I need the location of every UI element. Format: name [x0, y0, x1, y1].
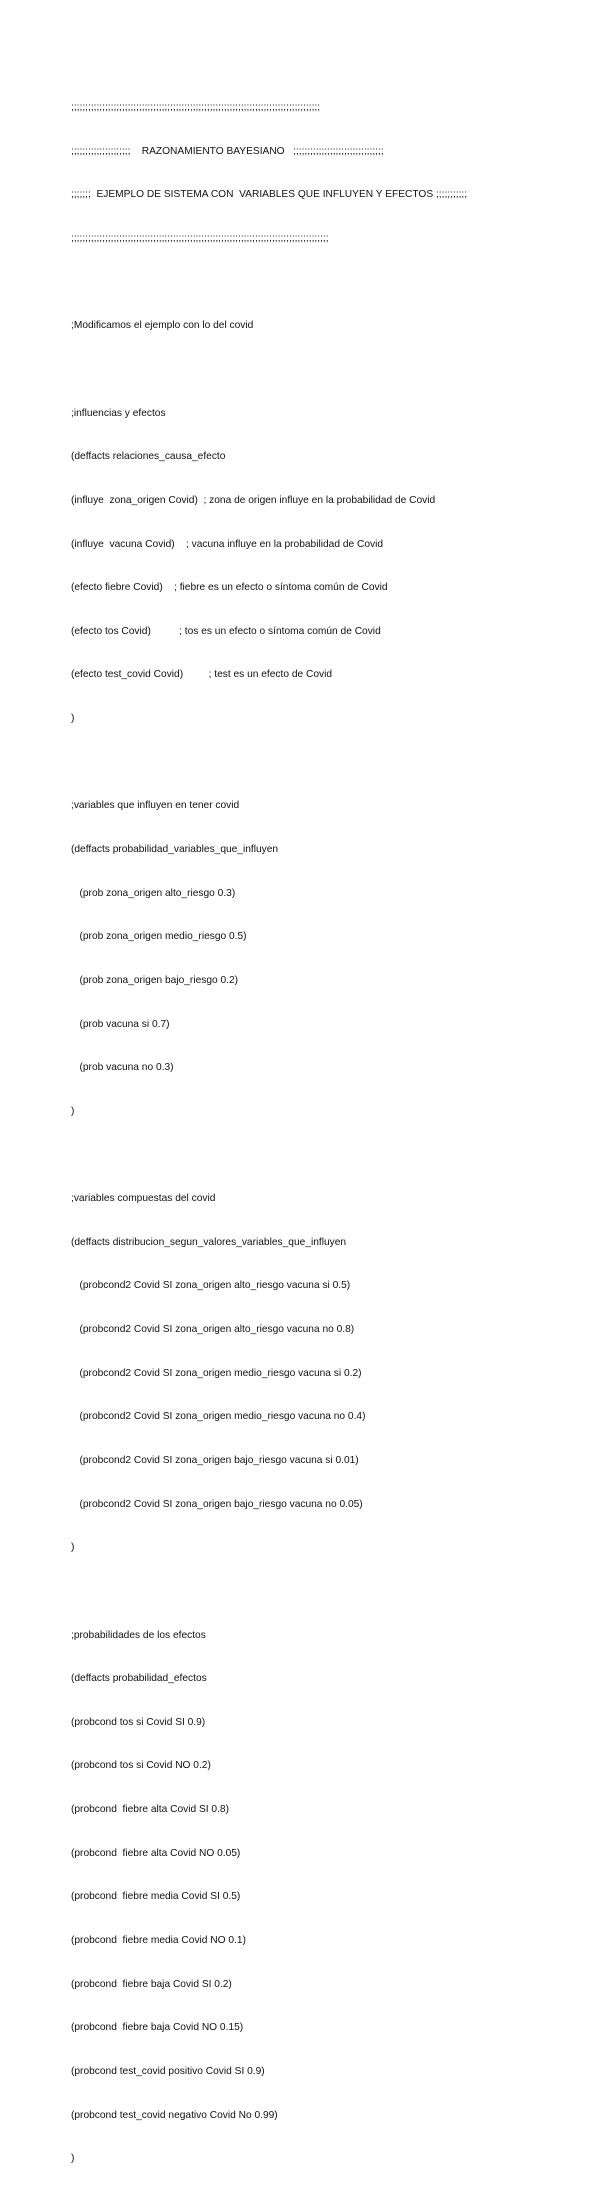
text-line: (probcond fiebre alta Covid NO 0.05)	[71, 1847, 241, 1859]
text-line: ;variables compuestas del covid	[71, 1193, 216, 1205]
text-line: ;;;;;;;;;;;;;;;;;;;;; RAZONAMIENTO BAYESIANO ;;;;;;;;;;;;;;;;;;;;;;;;;;;;;;;;	[71, 145, 384, 157]
text-line: (probcond tos si Covid SI 0.9)	[71, 1716, 206, 1728]
text-line: ;variables que influyen en tener covid	[71, 800, 240, 812]
text-line: (deffacts probabilidad_efectos	[71, 1673, 207, 1685]
code-listing	[71, 72, 467, 2196]
text-line: (probcond fiebre media Covid SI 0.5)	[71, 1891, 241, 1903]
text-line: (prob vacuna no 0.3)	[71, 1062, 174, 1074]
text-line: (probcond fiebre alta Covid SI 0.8)	[71, 1804, 229, 1816]
text-line: )	[71, 1105, 75, 1117]
text-line: (efecto test_covid Covid) ; test es un efecto de Covid	[71, 669, 333, 681]
text-line: )	[71, 2153, 75, 2165]
text-line: ;Modificamos el ejemplo con lo del covid	[71, 320, 254, 332]
text-line: (prob zona_origen alto_riesgo 0.3)	[71, 887, 236, 899]
text-line: ;;;;;;; EJEMPLO DE SISTEMA CON VARIABLES QUE INFLUYEN Y EFECTOS ;;;;;;;;;;;	[71, 189, 468, 201]
text-line: (prob zona_origen bajo_riesgo 0.2)	[71, 974, 239, 986]
text-line: (deffacts probabilidad_variables_que_influyen	[71, 843, 279, 855]
text-line: (probcond2 Covid SI zona_origen medio_riesgo vacuna si 0.2)	[71, 1367, 362, 1379]
text-line: (probcond fiebre baja Covid SI 0.2)	[71, 1978, 232, 1990]
text-line: ;probabilidades de los efectos	[71, 1629, 206, 1641]
text-line: (efecto fiebre Covid) ; fiebre es un efecto o síntoma común de Covid	[71, 582, 388, 594]
blank-line	[71, 363, 467, 378]
text-line: (influye vacuna Covid) ; vacuna influye en la probabilidad de Covid	[71, 538, 384, 550]
text-line: (probcond fiebre baja Covid NO 0.15)	[71, 2022, 244, 2034]
text-line: (probcond fiebre media Covid NO 0.1)	[71, 1935, 246, 1946]
text-line: (probcond test_covid negativo Covid No 0.99)	[71, 2109, 278, 2121]
text-line: )	[71, 713, 75, 725]
text-line: )	[71, 1542, 75, 1554]
text-line: (prob zona_origen medio_riesgo 0.5)	[71, 931, 247, 943]
blank-line	[71, 756, 467, 771]
text-line: (deffacts relaciones_causa_efecto	[71, 451, 226, 463]
text-line: (probcond2 Covid SI zona_origen bajo_riesgo vacuna no 0.05)	[71, 1498, 363, 1510]
blank-line	[71, 1148, 467, 1163]
text-line: (probcond tos si Covid NO 0.2)	[71, 1760, 211, 1772]
text-line: (deffacts distribucion_segun_valores_variables_que_influyen	[71, 1236, 347, 1248]
blank-line	[71, 1585, 467, 1600]
text-line: (influye zona_origen Covid) ; zona de origen influye en la probabilidad de Covid	[71, 494, 436, 506]
text-line: (probcond2 Covid SI zona_origen medio_riesgo vacuna no 0.4)	[71, 1411, 366, 1423]
text-line: (probcond2 Covid SI zona_origen alto_riesgo vacuna no 0.8)	[71, 1324, 355, 1336]
text-line: (probcond test_covid positivo Covid SI 0.9)	[71, 2065, 265, 2077]
text-line: (efecto tos Covid) ; tos es un efecto o síntoma común de Covid	[71, 625, 381, 637]
text-line: (prob vacuna si 0.7)	[71, 1018, 170, 1030]
text-line: ;influencias y efectos	[71, 407, 166, 419]
text-line: ;;;;;;;;;;;;;;;;;;;;;;;;;;;;;;;;;;;;;;;;;;;;;;;;;;;;;;;;;;;;;;;;;;;;;;;;;;;;;;;;;;;;;;;;	[71, 102, 321, 114]
text-line: (probcond2 Covid SI zona_origen alto_riesgo vacuna si 0.5)	[71, 1280, 351, 1292]
text-line: ;;;;;;;;;;;;;;;;;;;;;;;;;;;;;;;;;;;;;;;;;;;;;;;;;;;;;;;;;;;;;;;;;;;;;;;;;;;;;;;;;;;;;;;;;;;	[71, 233, 329, 245]
text-line: (probcond2 Covid SI zona_origen bajo_riesgo vacuna si 0.01)	[71, 1454, 359, 1466]
blank-line	[71, 276, 467, 291]
